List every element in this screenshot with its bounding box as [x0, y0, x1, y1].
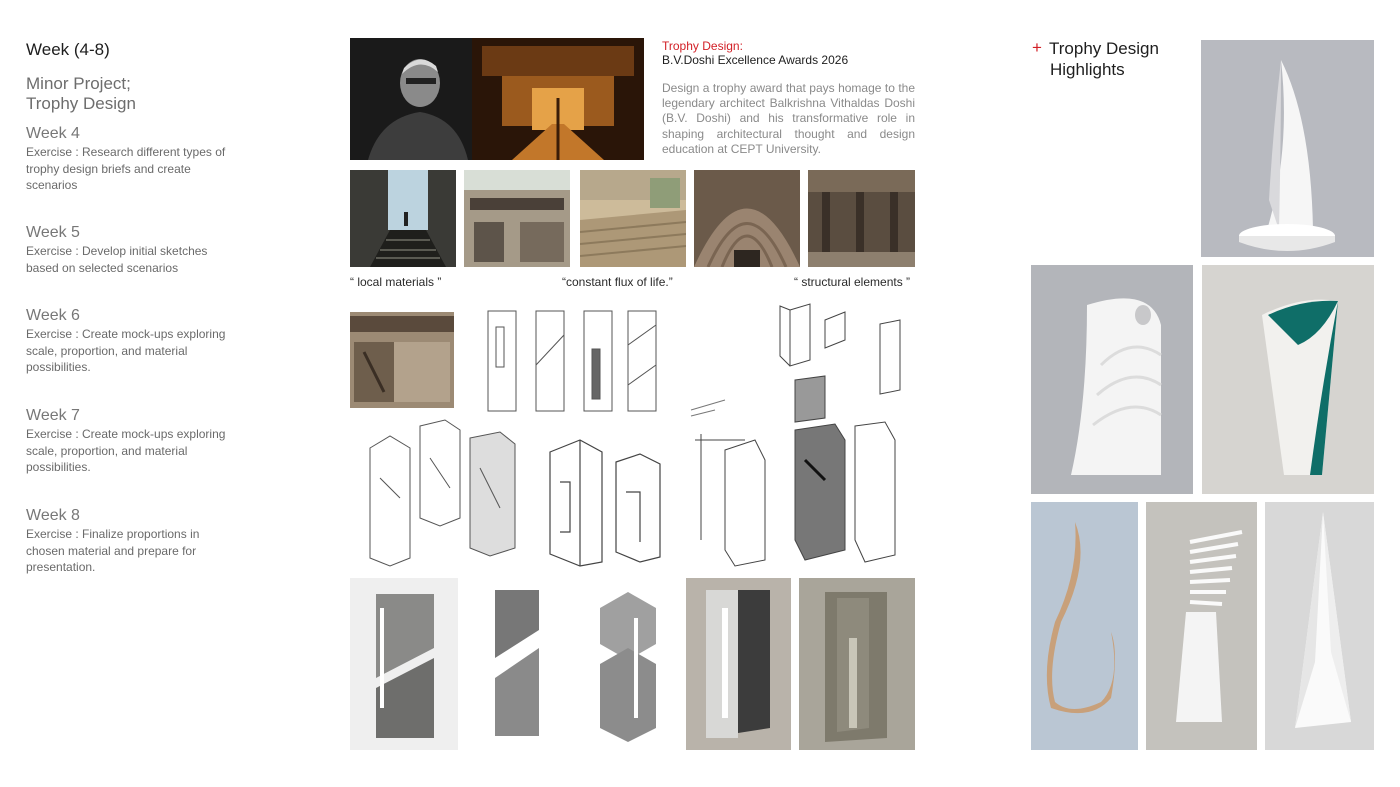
week-8-block: [26, 507, 236, 576]
week-exercise: Exercise : Finalize proportions in chosen material and prepare for presentation.: [26, 527, 200, 575]
concrete-model-4: [686, 578, 791, 750]
trophy-rings-photo: [1031, 265, 1193, 494]
highlights-title-line2: Highlights: [1050, 60, 1125, 79]
week-exercise: Exercise : Create mock-ups exploring scale, proportion, and material possibilities.: [26, 327, 226, 375]
week-7-block: [26, 407, 236, 476]
week-label: Week 4: [26, 125, 80, 142]
week-4-block: [26, 125, 236, 194]
stairway-photo: [350, 170, 456, 267]
trophy-spike-photo: [1265, 502, 1374, 750]
brief-kicker: Trophy Design:: [662, 39, 743, 53]
week-5-block: [26, 224, 236, 276]
doshi-building-photo: [472, 38, 644, 160]
highlights-title: [1049, 38, 1199, 80]
brief-title: B.V.Doshi Excellence Awards 2026: [662, 53, 849, 67]
week-label: Week 6: [26, 307, 80, 324]
week-exercise: Exercise : Research different types of trophy design briefs and create scenarios: [26, 145, 226, 193]
reference-building-photo: [350, 312, 454, 408]
brief-description: Design a trophy award that pays homage to the legendary architect Balkrishna Vithaldas Doshi (B.V. Doshi) and his transformative role in shaping architectural thought and design education at CEPT University.: [662, 81, 915, 156]
corridor-photo: [808, 170, 915, 267]
week-label: Week 8: [26, 507, 80, 524]
concrete-model-1: [350, 578, 458, 750]
week-label: Week 7: [26, 407, 80, 424]
project-title-line1: Minor Project;: [26, 74, 131, 93]
vault-photo: [694, 170, 800, 267]
week-exercise: Exercise : Create mock-ups exploring scale, proportion, and material possibilities.: [26, 427, 226, 475]
trophy-wave-photo: [1031, 502, 1138, 750]
elevation-sketch: [478, 305, 670, 417]
steps-photo: [580, 170, 686, 267]
plus-icon: +: [1032, 38, 1042, 57]
project-title: [26, 74, 136, 114]
highlights-title-line1: Trophy Design: [1049, 39, 1159, 58]
quote-local-materials: “ local materials ”: [350, 275, 442, 289]
section-title: Week (4-8): [26, 40, 110, 59]
trophy-fins-photo: [1146, 502, 1257, 750]
trophy-teal-photo: [1202, 265, 1374, 494]
isometric-sketch-2: [540, 432, 670, 567]
quote-constant-flux: “constant flux of life.”: [562, 275, 673, 289]
project-title-line2: Trophy Design: [26, 94, 136, 113]
concrete-model-2: [467, 578, 569, 750]
facade-photo: [464, 170, 570, 267]
week-6-block: [26, 307, 236, 376]
week-exercise: Exercise : Develop initial sketches based on selected scenarios: [26, 244, 208, 275]
concrete-model-3: [578, 578, 678, 750]
concept-sketch-bottom: [685, 420, 915, 570]
doshi-portrait-photo: [350, 38, 472, 160]
concept-sketch-top: [685, 300, 915, 425]
quote-structural-elements: “ structural elements ”: [794, 275, 911, 289]
concrete-model-5: [799, 578, 915, 750]
week-label: Week 5: [26, 224, 80, 241]
isometric-sketch-1: [350, 418, 528, 568]
trophy-sail-photo: [1201, 40, 1374, 257]
